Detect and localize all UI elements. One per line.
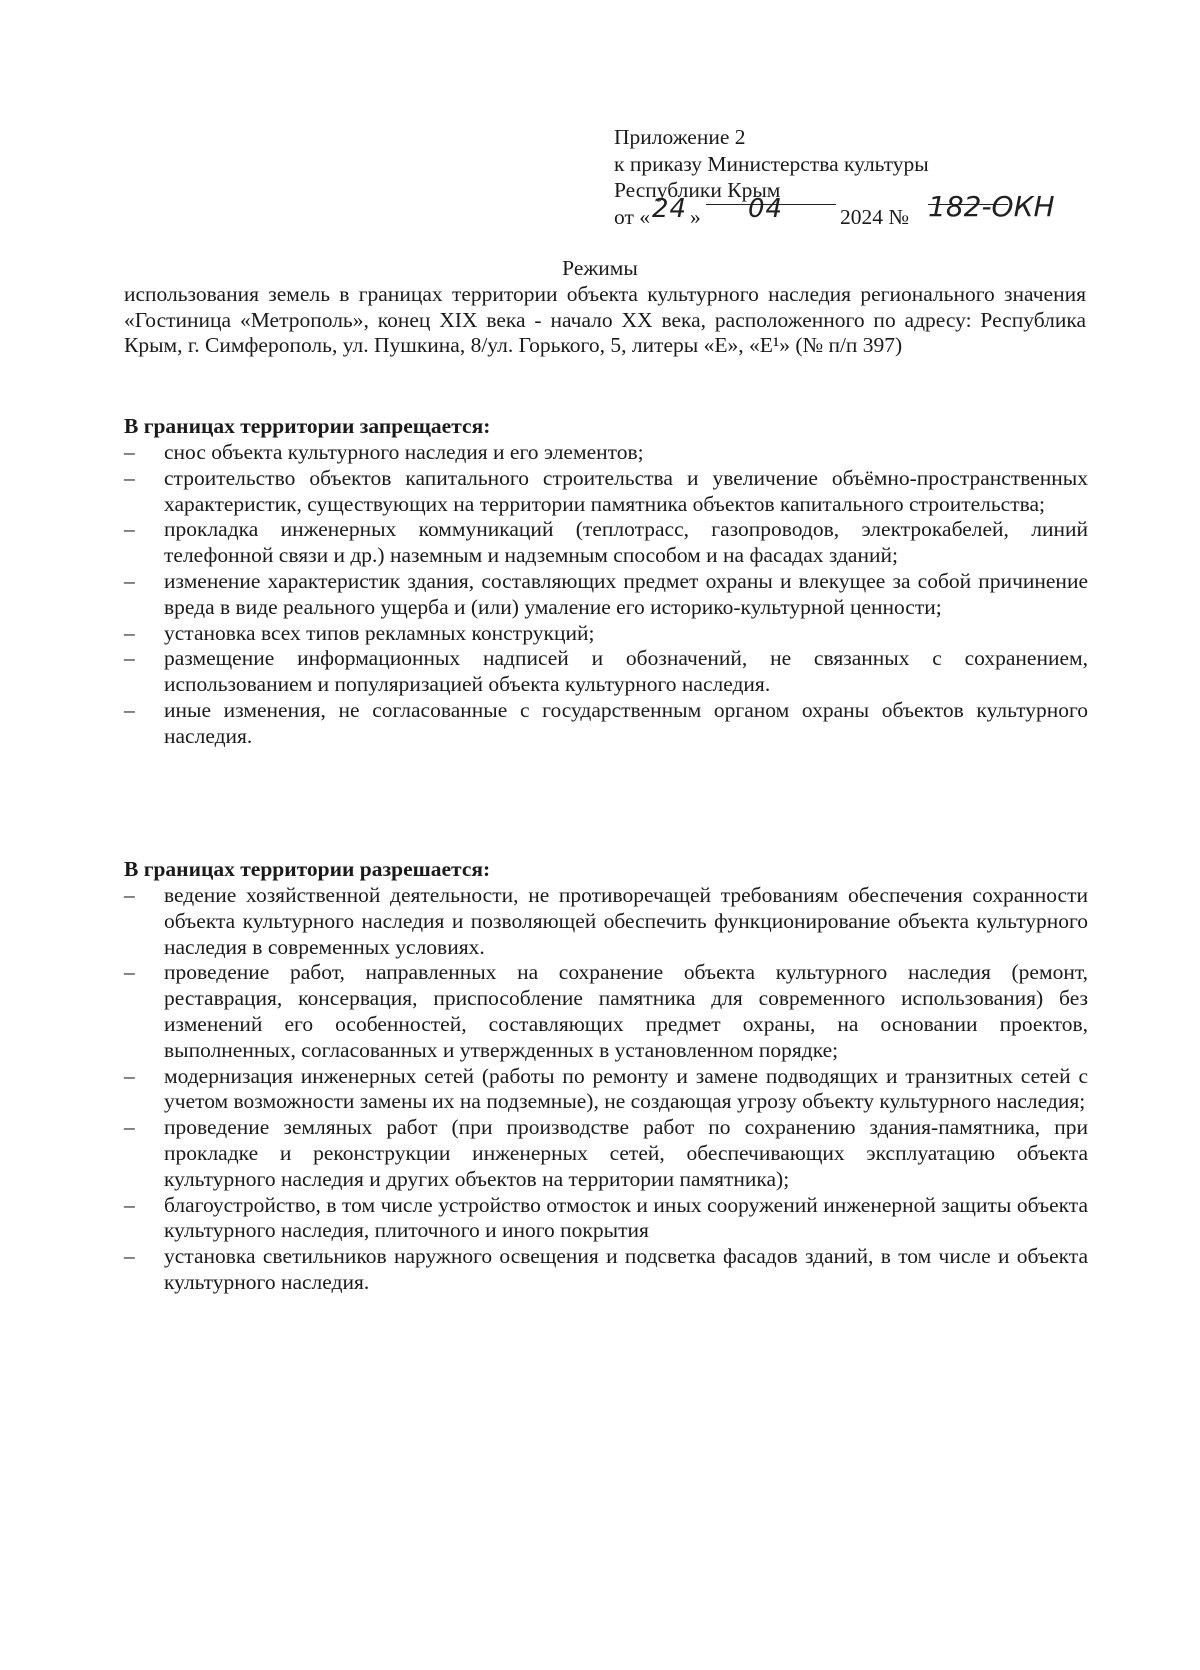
handwritten-day: 24 [652,193,688,224]
handwritten-month: 04 [748,193,784,224]
appendix-line-1: Приложение 2 [614,125,746,149]
list-item [124,646,1088,698]
appendix-header [614,124,1055,230]
list-item-text: прокладка инженерных коммуникаций (теплотрасс, газопроводов, электрокабелей, линий телефонной связи и др.) наземным и надземным способом и на фасадах зданий; [164,517,1088,568]
allowed-list [124,883,1088,1296]
list-dash: – [124,1063,135,1088]
list-item-text: изменение характеристик здания, составляющих предмет охраны и влекущее за собой причинение вреда в виде реального ущерба и (или) умаление его историко-культурной ценности; [164,568,1088,619]
appendix-line-3: Республики Крым [614,178,781,202]
list-item [124,1115,1088,1192]
list-dash: – [124,1115,135,1140]
allowed-heading: В границах территории разрешается: [124,857,491,881]
list-item [124,440,1088,466]
list-item [124,1244,1088,1296]
list-dash: – [124,646,135,671]
document-title: Режимы [562,256,638,280]
prohibited-list [124,440,1088,750]
list-item-text: снос объекта культурного наследия и его элементов; [164,440,644,464]
list-item-text: иные изменения, не согласованные с государственным органом охраны объектов культурного наследия. [164,697,1088,748]
handwritten-order-number: 182-ОКН [928,189,1055,223]
prohibited-heading: В границах территории запрещается: [124,414,491,438]
list-item [124,883,1088,960]
list-item [124,1193,1088,1245]
date-year-number: 2024 № [840,204,909,229]
list-item [124,960,1088,1063]
list-dash: – [124,1192,135,1217]
list-item [124,621,1088,647]
list-item [124,698,1088,750]
list-dash: – [124,517,135,542]
date-day-close: » [690,204,701,229]
date-prefix: от « [614,204,650,229]
list-item-text: проведение работ, направленных на сохранение объекта культурного наследия (ремонт, реставрация, консервация, приспособление памятника для современного использования) без изменений его особенностей, составляющих предмет охраны, на основании проектов, выполненных, согласованных и утвержденных в установленном порядке; [164,960,1088,1062]
list-dash: – [124,440,135,464]
list-dash: – [124,620,135,645]
list-dash: – [124,568,135,593]
list-item-text: размещение информационных надписей и обозначений, не связанных с сохранением, использованием и популяризацией объекта культурного наследия. [164,646,1088,697]
list-item-text: ведение хозяйственной деятельности, не противоречащей требованиям обеспечения сохранности объекта культурного наследия и позволяющей обеспечить функционирование объекта культурного наследия в современных условиях. [164,883,1088,959]
list-item-text: модернизация инженерных сетей (работы по ремонту и замене подводящих и транзитных сетей с учетом возможности замены их на подземные), не создающая угрозу объекту культурного наследия; [164,1063,1088,1114]
list-item [124,1064,1088,1116]
list-dash: – [124,960,135,985]
document-subtitle: использования земель в границах территории объекта культурного наследия регионального значения «Гостиница «Метрополь», конец XIX века - начало XX века, расположенного по адресу: Республика Крым, г. Симферополь, ул. Пушкина, 8/ул. Горького, 5, литеры «Е», «Е¹» (№ п/п 397) [124,282,1086,357]
appendix-line-2: к приказу Министерства культуры [614,151,929,176]
list-dash: – [124,465,135,490]
list-item [124,466,1088,518]
list-dash: – [124,883,135,907]
list-item-text: установка всех типов рекламных конструкций; [164,620,595,645]
list-item-text: строительство объектов капитального строительства и увеличение объёмно-пространственных характеристик, существующих на территории памятника объектов капитального строительства; [164,465,1088,516]
list-item [124,569,1088,621]
list-item-text: установка светильников наружного освещения и подсветка фасадов зданий, в том числе и объекта культурного наследия. [164,1244,1088,1294]
list-dash: – [124,1244,135,1269]
list-item-text: проведение земляных работ (при производстве работ по сохранению здания-памятника, при прокладке и реконструкции инженерных сетей, обеспечивающих эксплуатацию объекта культурного наследия и других объектов на территории памятника); [164,1115,1088,1191]
list-item [124,517,1088,569]
list-dash: – [124,697,135,722]
list-item-text: благоустройство, в том числе устройство отмосток и иных сооружений инженерной защиты объекта культурного наследия, плиточного и иного покрытия [164,1192,1088,1243]
